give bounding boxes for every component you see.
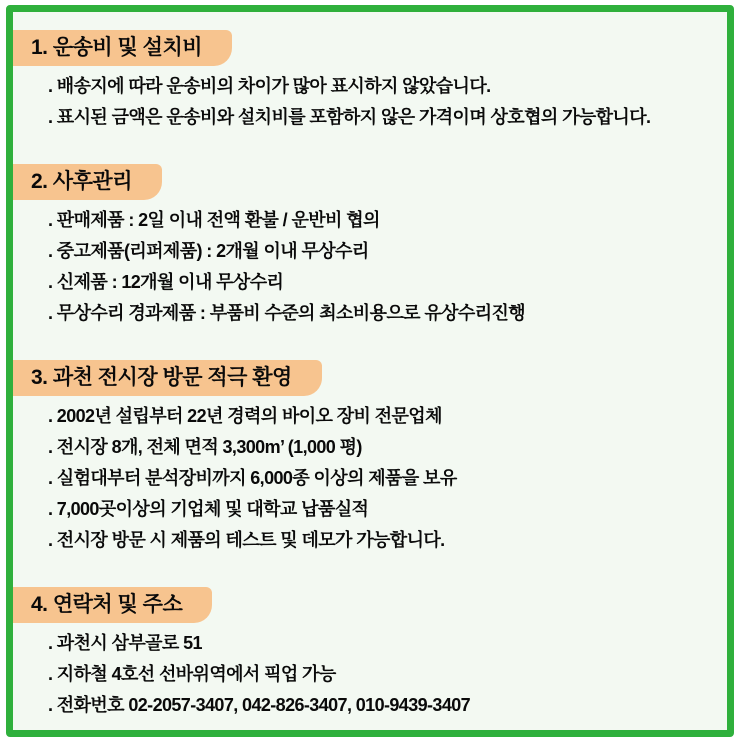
notice-list <box>13 205 715 329</box>
notice-line: . 전화번호 02-2057-3407, 042-826-3407, 010-9439-3407 <box>48 695 471 715</box>
section-contact-address <box>13 587 715 721</box>
notice-line: . 무상수리 경과제품 : 부품비 수준의 최소비용으로 유상수리진행 <box>48 303 526 323</box>
notice-line: . 지하철 4호선 선바위역에서 픽업 가능 <box>48 664 336 684</box>
section-title-badge: 1. 운송비 및 설치비 <box>13 30 232 66</box>
section-after-service <box>13 164 715 329</box>
notice-line: . 표시된 금액은 운송비와 설치비를 포함하지 않은 가격이며 상호협의 가능합니다. <box>48 107 651 127</box>
notice-line: . 신제품 : 12개월 이내 무상수리 <box>48 272 284 292</box>
notice-line: . 전시장 8개, 전체 면적 3,300m’ (1,000 평) <box>48 437 362 457</box>
notice-list <box>13 628 715 721</box>
notice-line: . 실험대부터 분석장비까지 6,000종 이상의 제품을 보유 <box>48 468 457 488</box>
notice-line: . 전시장 방문 시 제품의 테스트 및 데모가 가능합니다. <box>48 530 445 550</box>
notice-line: . 7,000곳이상의 기업체 및 대학교 납품실적 <box>48 499 369 519</box>
notice-line: . 2002년 설립부터 22년 경력의 바이오 장비 전문업체 <box>48 406 442 426</box>
section-shipping-cost <box>13 30 715 133</box>
notice-line: . 판매제품 : 2일 이내 전액 환불 / 운반비 협의 <box>48 210 380 230</box>
section-title-badge: 4. 연락처 및 주소 <box>13 587 212 623</box>
section-title-badge: 2. 사후관리 <box>13 164 162 200</box>
notice-line: . 배송지에 따라 운송비의 차이가 많아 표시하지 않았습니다. <box>48 76 491 96</box>
notice-card <box>6 5 734 737</box>
notice-list <box>13 401 715 556</box>
section-showroom-visit <box>13 360 715 556</box>
notice-list <box>13 71 715 133</box>
section-title-badge: 3. 과천 전시장 방문 적극 환영 <box>13 360 322 396</box>
notice-line: . 중고제품(리퍼제품) : 2개월 이내 무상수리 <box>48 241 369 261</box>
notice-line: . 과천시 삼부골로 51 <box>48 633 202 653</box>
